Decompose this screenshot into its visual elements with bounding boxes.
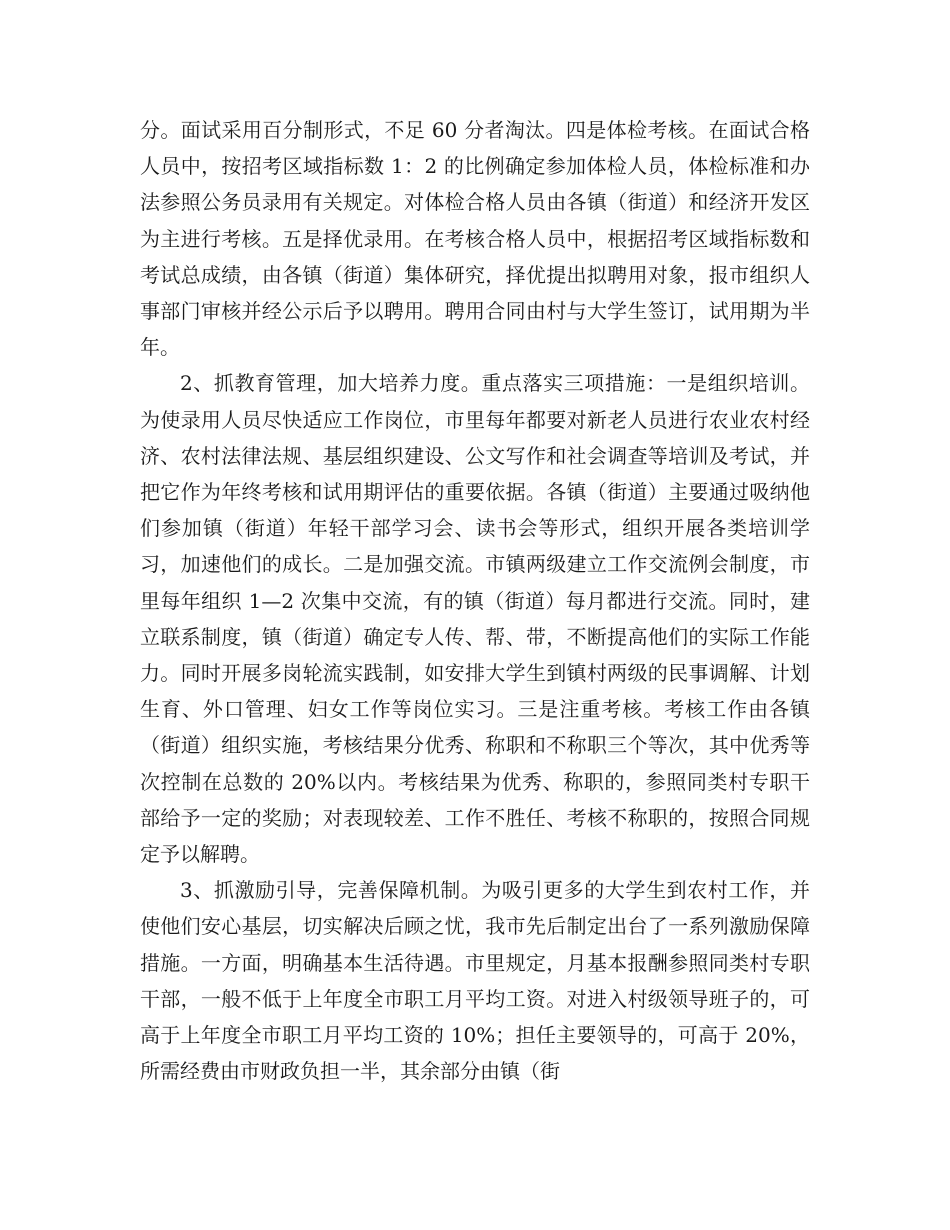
paragraph-3: 3、抓激励引导，完善保障机制。为吸引更多的大学生到农村工作，并使他们安心基层，切实解决后顾之忧，我市先后制定出台了一系列激励保障措施。一方面，明确基本生活待遇。市里规定，月基本报酬参照同类村专职干部，一般不低于上年度全市职工月平均工资。对进入村级领导班子的，可高于上年度全市职工月平均工资的 10%；担任主要领导的，可高于 20%，所需经费由市财政负担一半，其余部分由镇（街 (140, 878, 810, 1084)
paragraph-2: 2、抓教育管理，加大培养力度。重点落实三项措施：一是组织培训。为使录用人员尽快适应工作岗位，市里每年都要对新老人员进行农业农村经济、农村法律法规、基层组织建设、公文写作和社会调查等培训及考试，并把它作为年终考核和试用期评估的重要依据。各镇（街道）主要通过吸纳他们参加镇（街道）年轻干部学习会、读书会等形式，组织开展各类培训学习，加速他们的成长。二是加强交流。市镇两级建立工作交流例会制度，市里每年组织 1—2 次集中交流，有的镇（街道）每月都进行交流。同时，建立联系制度，镇（街道）确定专人传、帮、带，不断提高他们的实际工作能力。同时开展多岗轮流实践制，如安排大学生到镇村两级的民事调解、计划生育、外口管理、妇女工作等岗位实习。三是注重考核。考核工作由各镇（街道）组织实施，考核结果分优秀、称职和不称职三个等次，其中优秀等次控制在总数的 20%以内。考核结果为优秀、称职的，参照同类村专职干部给予一定的奖励；对表现较差、工作不胜任、考核不称职的，按照合同规定予以解聘。 (140, 371, 810, 867)
paragraph-1: 分。面试采用百分制形式，不足 60 分者淘汰。四是体检考核。在面试合格人员中，按招考区域指标数 1：2 的比例确定参加体检人员，体检标准和办法参照公务员录用有关规定。对体检合格人员由各镇（街道）和经济开发区为主进行考核。五是择优录用。在考核合格人员中，根据招考区域指标数和考试总成绩，由各镇（街道）集体研究，择优提出拟聘用对象，报市组织人事部门审核并经公示后予以聘用。聘用合同由村与大学生签订，试用期为半年。 (140, 118, 810, 360)
document-body (140, 112, 810, 1089)
